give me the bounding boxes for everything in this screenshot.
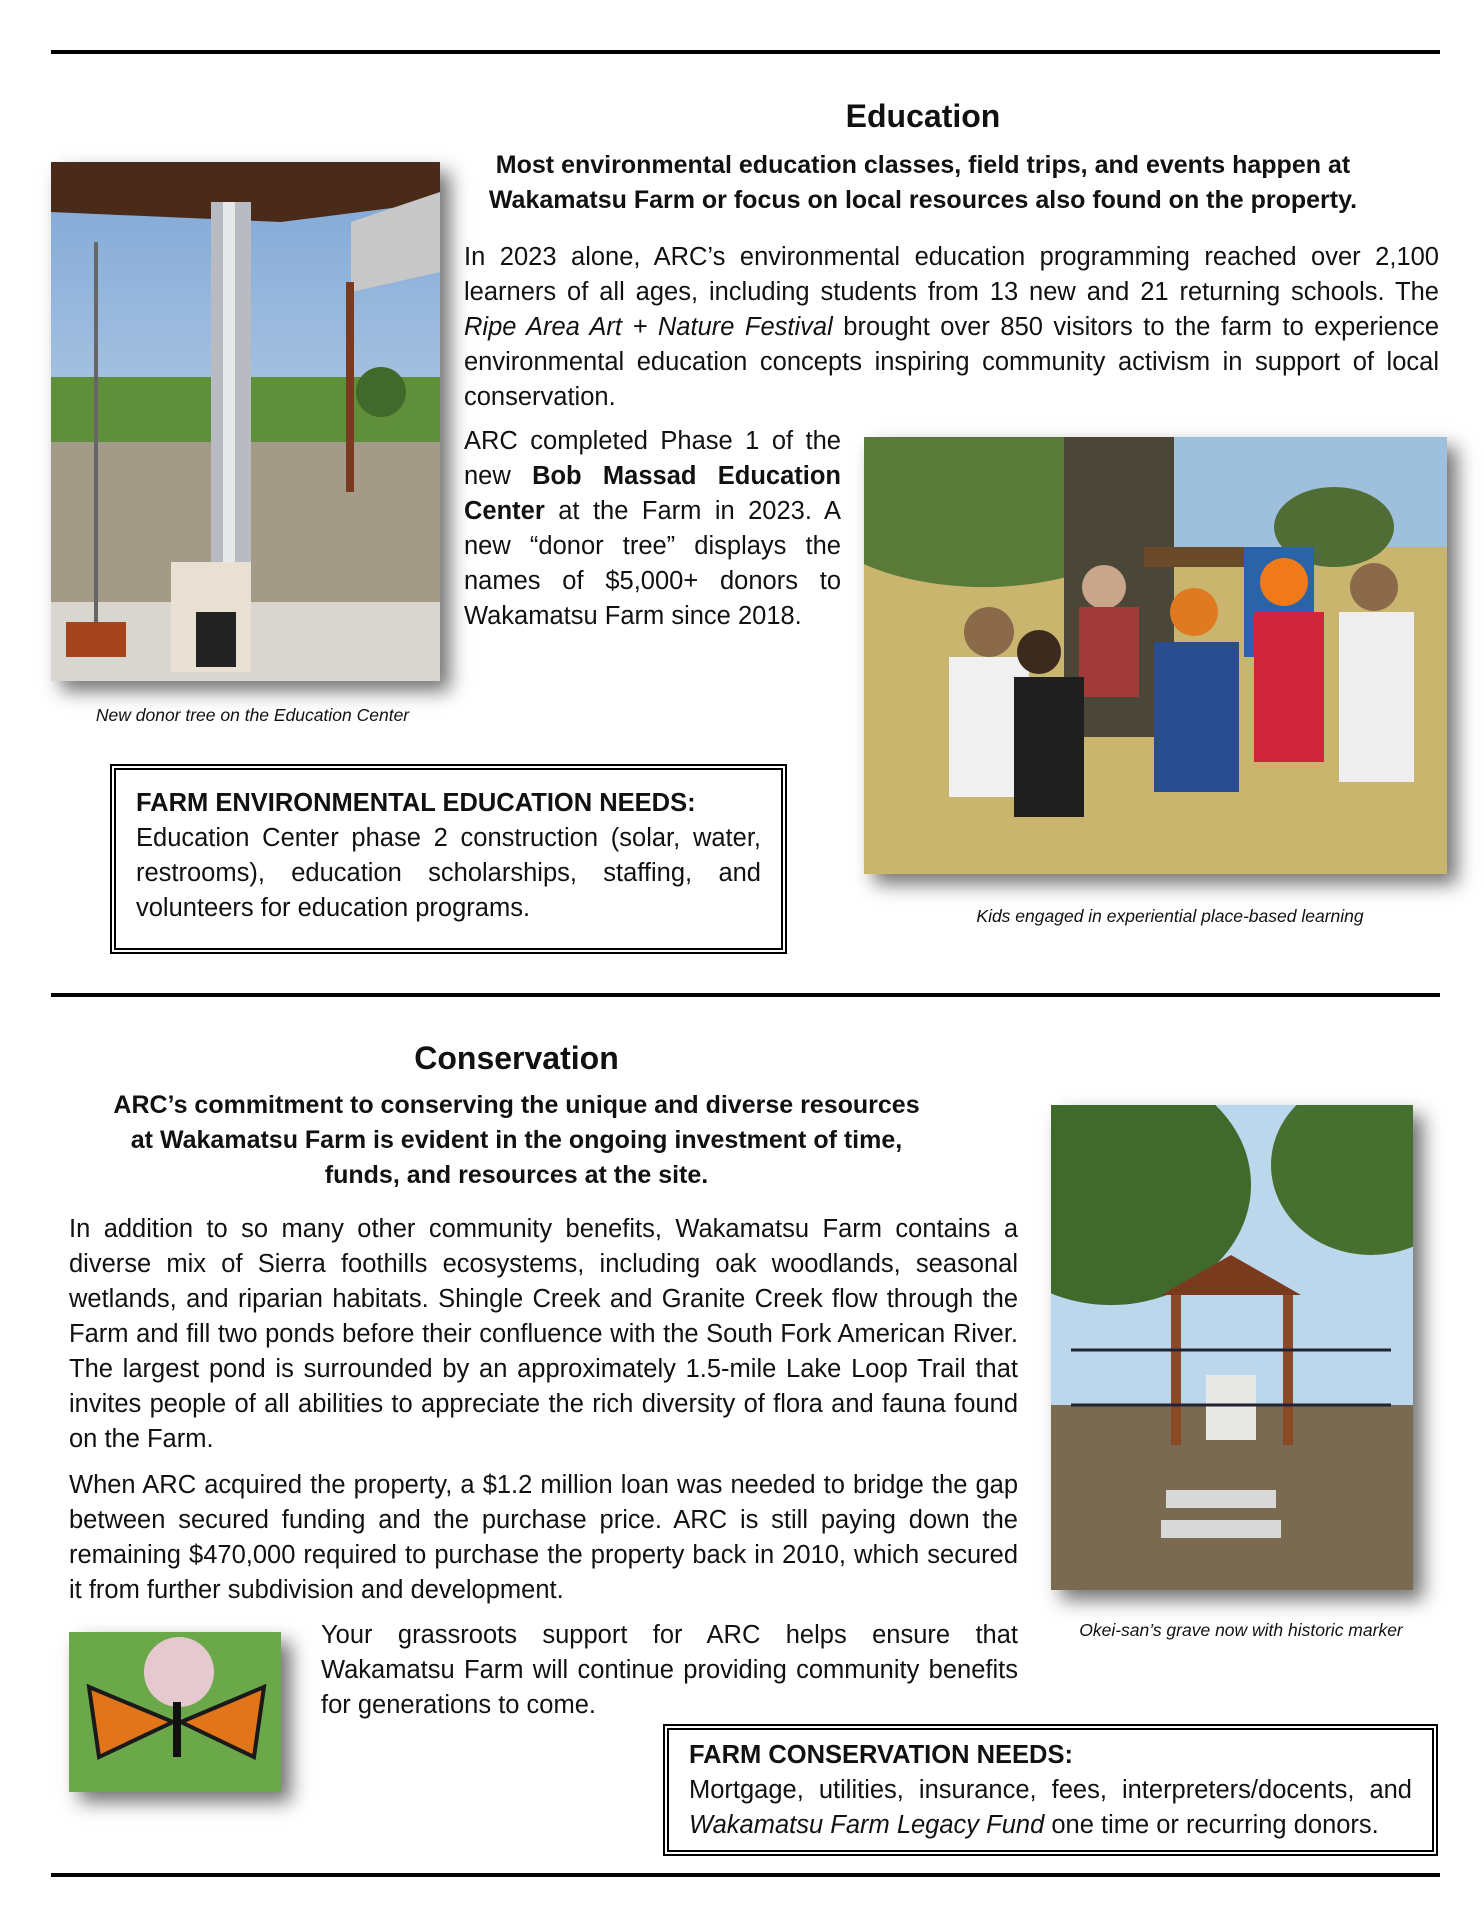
conservation-needs-box [663, 1724, 1438, 1856]
section-divider-rule [51, 993, 1440, 997]
conservation-paragraph-2: When ARC acquired the property, a $1.2 million loan was needed to bridge the gap between secured funding and the purchase price. ARC is still paying down the remaining $470,000 required to purchase the property back in 2010, which secured it from further subdivision and development. [69, 1471, 1018, 1604]
conservation-title: Conservation [414, 1040, 619, 1076]
kids-learning-caption: Kids engaged in experiential place-based learning [976, 906, 1364, 926]
education-paragraph-2: ARC completed Phase 1 of the new Bob Massad Education Center at the Farm in 2023. A new “donor tree” displays the names of $5,000+ donors to Wakamatsu Farm since 2018. [464, 427, 841, 630]
donor-tree-caption: New donor tree on the Education Center [95, 705, 410, 725]
donor-tree-photo [51, 162, 440, 681]
education-lead: Most environmental education classes, field trips, and events happen at Wakamatsu Farm or focus on local resources also found on the property. [488, 151, 1358, 214]
top-rule [51, 50, 1440, 54]
education-needs-box [110, 764, 787, 954]
education-needs-text: Education Center phase 2 construction (solar, water, restrooms), education scholarships, staffing, and volunteers for education programs. [136, 824, 761, 922]
conservation-lead: ARC’s commitment to conserving the unique and diverse resources at Wakamatsu Farm is evident in the ongoing investment of time, funds, and resources at the site. [113, 1091, 920, 1189]
kids-learning-photo [864, 437, 1447, 874]
education-paragraph-1: In 2023 alone, ARC’s environmental education programming reached over 2,100 learners of all ages, including students from 13 new and 21 returning schools. The Ripe Area Art + Nature Festival brought over 850 visitors to the farm to experience environmental education concepts inspiring community activism in support of local conservation. [464, 243, 1440, 411]
education-title: Education [845, 98, 1001, 134]
conservation-needs-heading: FARM CONSERVATION NEEDS: [689, 1741, 1073, 1769]
conservation-needs-text: Mortgage, utilities, insurance, fees, interpreters/docents, and Wakamatsu Farm Legacy Fund one time or recurring donors. [689, 1776, 1412, 1839]
conservation-paragraph-1: In addition to so many other community benefits, Wakamatsu Farm contains a diverse mix of Sierra foothills ecosystems, including oak woodlands, seasonal wetlands, and riparian habitats. Shingle Creek and Granite Creek flow through the Farm and fill two ponds before their confluence with the South Fork American River. The largest pond is surrounded by an approximately 1.5-mile Lake Loop Trail that invites people of all abilities to appreciate the rich diversity of flora and fauna found on the Farm. [69, 1215, 1018, 1453]
bottom-rule [51, 1873, 1440, 1877]
monarch-butterfly-photo [69, 1632, 281, 1792]
education-needs-heading: FARM ENVIRONMENTAL EDUCATION NEEDS: [136, 789, 696, 817]
grave-marker-photo [1051, 1105, 1413, 1590]
conservation-paragraph-3: Your grassroots support for ARC helps ensure that Wakamatsu Farm will continue providing community benefits for generations to come. [321, 1621, 1018, 1719]
grave-marker-caption: Okei-san’s grave now with historic marker [1079, 1620, 1403, 1640]
